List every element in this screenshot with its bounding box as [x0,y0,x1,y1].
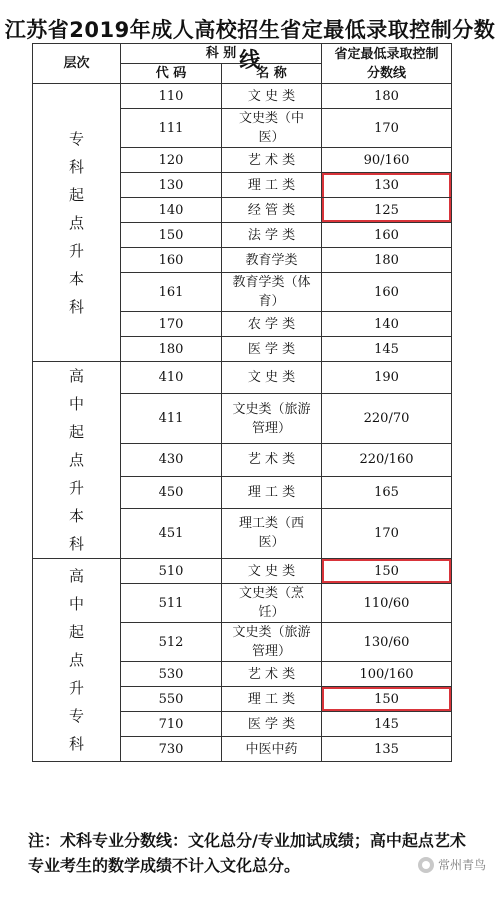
header-code: 代 码 [121,64,222,84]
name-cell [222,737,322,762]
level-char: 中 [68,395,84,413]
score-cell: 190 [322,362,452,394]
name-line: 中医中药 [245,741,298,757]
name-line: 文史类（烹 [238,586,304,601]
level-char: 本 [68,269,84,288]
name-line: 医 学 类 [247,341,296,357]
name-line: 法 学 类 [247,227,296,243]
header-score-line1: 省定最低录取控制 [334,46,439,62]
code-cell: 530 [121,662,222,687]
score-cell: 130/60 [322,623,452,662]
name-line: 医 学 类 [247,716,296,732]
name-line: 理工类（西 [238,516,304,532]
level-char: 科 [68,535,84,553]
name-cell [222,148,322,173]
code-cell: 410 [121,362,222,394]
watermark-text: 常州青鸟 [437,858,486,872]
name-cell [222,508,322,558]
name-line: 文 史 类 [247,370,296,386]
wechat-logo-icon [418,857,434,873]
name-cell [222,248,322,273]
code-cell: 450 [121,476,222,508]
score-cell: 135 [322,737,452,762]
table-row [33,559,452,584]
level-char: 高 [68,567,84,585]
score-cell: 160 [322,273,452,312]
level-char: 本 [68,507,84,525]
level-cell [33,84,121,362]
level-char: 升 [68,241,84,260]
level-cell [33,559,121,762]
code-cell: 130 [121,173,222,198]
name-cell [222,337,322,362]
name-cell [222,476,322,508]
name-line: 艺 术 类 [247,452,296,468]
watermark [418,856,486,873]
header-category: 科 别 [121,44,322,64]
name-cell [222,687,322,712]
name-cell [222,362,322,394]
name-cell [222,584,322,623]
code-cell: 170 [121,312,222,337]
level-char: 点 [68,451,84,469]
name-cell [222,84,322,109]
header-score [322,44,452,84]
name-cell [222,559,322,584]
code-cell: 710 [121,712,222,737]
name-line: 育） [258,294,285,309]
level-char: 升 [68,479,84,497]
page-title: 江苏省2019年成人高校招生省定最低录取控制分数线 [4,18,496,72]
header-name: 名 称 [222,64,322,84]
score-cell: 160 [322,223,452,248]
level-char: 起 [68,623,84,641]
level-char: 点 [68,213,84,232]
score-cell: 150 [322,559,452,584]
level-char: 起 [68,185,84,204]
level-char: 科 [68,735,84,753]
score-cell: 130 [322,173,452,198]
score-cell: 100/160 [322,662,452,687]
code-cell: 511 [121,584,222,623]
score-cell: 110/60 [322,584,452,623]
name-line: 理 工 类 [247,484,296,500]
name-cell [222,173,322,198]
name-cell [222,198,322,223]
level-char: 起 [68,423,84,441]
name-cell [222,273,322,312]
code-cell: 451 [121,508,222,558]
score-cell: 125 [322,198,452,223]
code-cell: 150 [121,223,222,248]
level-char: 科 [68,297,84,316]
name-cell [222,662,322,687]
name-line: 农 学 类 [247,316,296,332]
code-cell: 161 [121,273,222,312]
score-cell: 90/160 [322,148,452,173]
score-cell: 220/70 [322,394,452,444]
name-cell [222,394,322,444]
level-char: 中 [68,595,84,613]
code-cell: 160 [121,248,222,273]
score-cell: 165 [322,476,452,508]
header-row-1 [33,44,452,64]
name-line: 文 史 类 [247,563,296,579]
name-line: 教育学类 [245,252,298,268]
name-line: 管理） [251,420,291,436]
score-cell: 150 [322,687,452,712]
name-line: 艺 术 类 [247,666,296,682]
code-cell: 140 [121,198,222,223]
table-row [33,362,452,394]
code-cell: 730 [121,737,222,762]
level-char: 点 [68,651,84,669]
name-line: 经 管 类 [247,202,296,218]
name-line: 艺 术 类 [247,152,296,168]
level-char: 专 [68,129,84,148]
level-char: 专 [68,707,84,725]
level-cell [33,362,121,559]
name-cell [222,623,322,662]
score-cell: 180 [322,248,452,273]
level-char: 科 [68,157,84,176]
footnote: 注：术科专业分数线：文化总分/专业加试成绩；高中起点艺术专业考生的数学成绩不计入文化总分。 [28,831,466,875]
name-line: 理 工 类 [247,691,296,707]
name-line: 理 工 类 [247,177,296,193]
table-row [33,84,452,109]
score-cell: 220/160 [322,444,452,476]
level-char: 升 [68,679,84,697]
code-cell: 180 [121,337,222,362]
name-cell [222,223,322,248]
score-cell: 180 [322,84,452,109]
name-line: 文史类（旅游 [232,625,311,640]
name-line: 医） [258,535,285,551]
level-char: 高 [68,367,84,385]
score-cell: 170 [322,508,452,558]
name-line: 医） [258,130,285,145]
code-cell: 111 [121,109,222,148]
score-table [32,43,452,762]
score-cell: 140 [322,312,452,337]
score-cell: 170 [322,109,452,148]
name-line: 文史类（中 [238,111,304,126]
code-cell: 110 [121,84,222,109]
name-line: 教育学类（体 [232,275,311,290]
code-cell: 430 [121,444,222,476]
name-cell [222,444,322,476]
code-cell: 550 [121,687,222,712]
code-cell: 510 [121,559,222,584]
name-cell [222,712,322,737]
name-cell [222,312,322,337]
code-cell: 512 [121,623,222,662]
name-line: 文 史 类 [247,88,296,104]
score-cell: 145 [322,712,452,737]
name-line: 文史类（旅游 [232,401,311,417]
score-table-body [33,44,452,762]
name-line: 管理） [251,644,291,659]
code-cell: 411 [121,394,222,444]
name-line: 饪） [258,605,285,620]
score-cell: 145 [322,337,452,362]
code-cell: 120 [121,148,222,173]
header-level: 层次 [33,44,121,84]
header-score-line2: 分数线 [366,65,406,81]
name-cell [222,109,322,148]
